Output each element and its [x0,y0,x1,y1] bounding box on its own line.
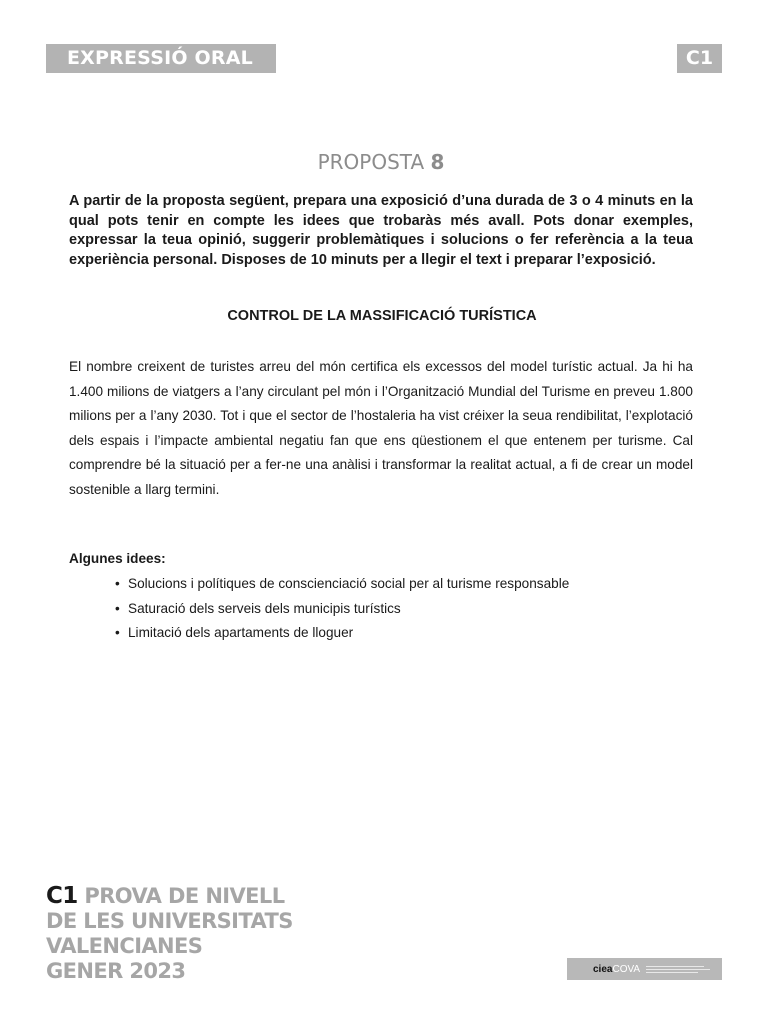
logo-fineprint-icon [646,966,710,973]
ciea-cova-logo [567,958,722,980]
bullet-icon: • [115,625,120,640]
footer-line-1: C1 PROVA DE NIVELL [46,883,285,909]
instructions-paragraph: A partir de la proposta següent, prepara una exposició d’una durada de 3 o 4 minuts en la qual pots tenir en compte les idees que trobaràs més avall. Pots donar exemples, expressar la teua opinió, suggerir problemàtiques i solucions o fer referència a la teua experiència personal. Disposes de 10 minuts per a llegir el text i preparar l’exposició. [69,193,693,268]
footer-title [46,884,293,984]
ideas-heading: Algunes idees: [69,551,166,566]
level-badge: C1 [677,44,722,73]
footer-level: C1 [46,883,78,909]
proposal-number: 8 [430,150,445,174]
idea-text: Limitació dels apartaments de lloguer [128,625,354,640]
list-item [115,623,569,648]
footer-line-2: DE LES UNIVERSITATS [46,909,293,933]
list-item [115,599,569,624]
bullet-icon: • [115,600,120,616]
section-header: EXPRESSIÓ ORAL [46,44,276,73]
proposal-label: PROPOSTA [317,150,425,174]
topic-title: CONTROL DE LA MASSIFICACIÓ TURÍSTICA [227,308,537,324]
bullet-icon: • [115,576,120,591]
logo-wordmark: cieaCOVA [593,963,641,975]
footer-line-4: GENER 2023 [46,959,186,983]
list-item [115,574,569,599]
proposal-title [0,150,762,174]
footer-line-3: VALENCIANES [46,934,203,958]
topic-body: El nombre creixent de turistes arreu del món certifica els excessos del model turístic actual. Ja hi ha 1.400 milions de viatgers a l’any circulant pel món i l’Organització Mundial del Turisme en preveu 1.800 milions per a l’any 2030. Tot i que el sector de l’hostaleria ha vist créixer la seua rendibilitat, l’explotació dels espais i l’impacte ambiental negatiu fan que ens qüestionem el que entenem per turisme. Cal comprendre bé la situació per a fer-ne una anàlisi i transformar la realitat actual, a fi de crear un model sostenible a llarg termini. [69,359,693,497]
ideas-list [115,574,569,648]
idea-text: Saturació dels serveis dels municipis turístics [128,600,401,616]
idea-text: Solucions i polítiques de conscienciació social per al turisme responsable [128,576,570,591]
